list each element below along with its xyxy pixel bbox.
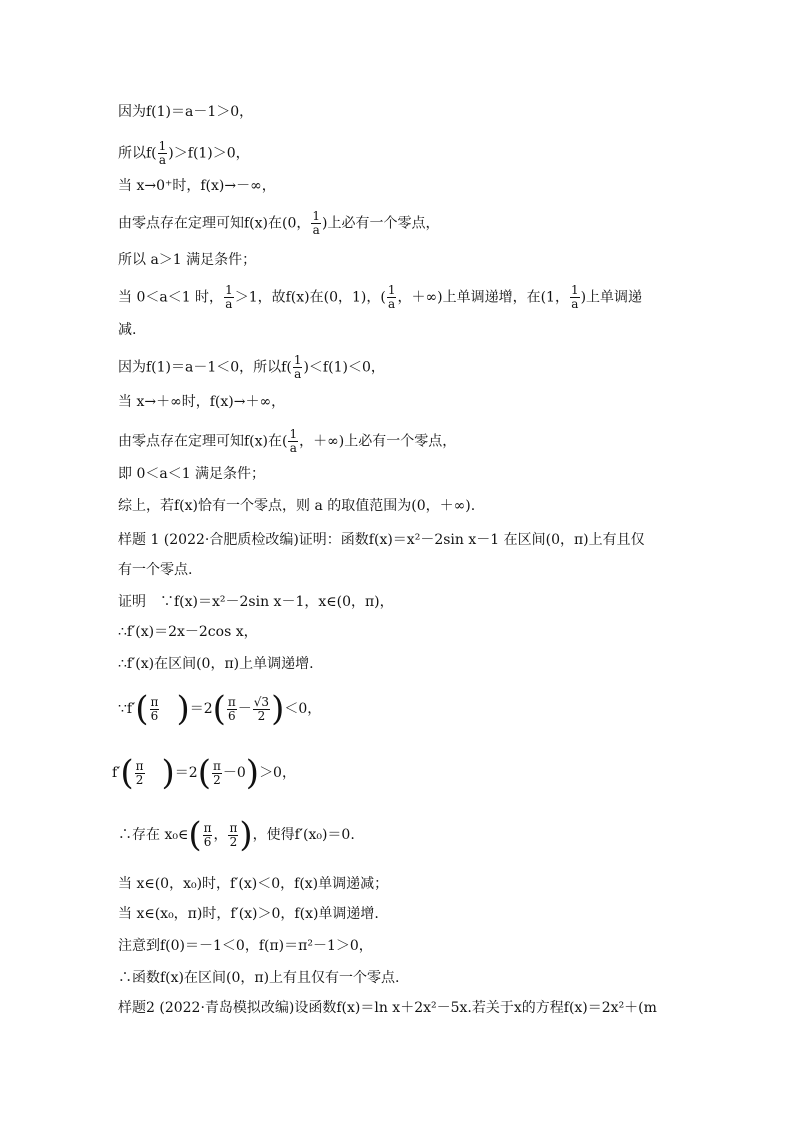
fraction-denominator: 2 bbox=[229, 834, 238, 849]
text-line bbox=[118, 392, 734, 412]
fraction-denominator: a bbox=[312, 223, 320, 237]
fraction-denominator: a bbox=[225, 297, 233, 311]
line-text: )＜f(1)＜0， bbox=[303, 359, 385, 376]
line-text: 证明 ∵f(x)＝x²－2sin x－1，x∈(0，π)， bbox=[118, 594, 394, 610]
text-line bbox=[118, 936, 734, 956]
left-paren: ( bbox=[197, 753, 211, 793]
fraction-numerator: 1 bbox=[293, 353, 302, 367]
text-line bbox=[118, 284, 734, 311]
text-line bbox=[118, 250, 734, 270]
left-paren: ( bbox=[188, 815, 202, 855]
line-text: f′ bbox=[112, 765, 121, 781]
line-text: 样题 1 (2022·合肥质检改编)证明：函数f(x)＝x²－2sin x－1 在区间(0，π)上有且仅 bbox=[118, 532, 645, 548]
line-text: ，使得f′(x₀)＝0. bbox=[252, 827, 355, 843]
fraction-numerator: 1 bbox=[158, 139, 167, 153]
fraction-denominator: a bbox=[289, 441, 297, 455]
fraction-numerator: 1 bbox=[289, 427, 298, 441]
fraction bbox=[135, 760, 145, 787]
line-text: 当 x∈(x₀，π)时，f′(x)＞0，f(x)单调递增. bbox=[118, 906, 379, 922]
line-text: 有一个零点. bbox=[118, 562, 193, 578]
text-line bbox=[118, 592, 734, 612]
text-line bbox=[118, 176, 734, 196]
line-text: 因为f(1)＝a－1＜0，所以f( bbox=[118, 359, 292, 376]
line-text: 综上，若f(x)恰有一个零点，则 a 的取值范围为(0，＋∞). bbox=[118, 498, 476, 514]
left-paren: ( bbox=[135, 689, 149, 729]
fraction-denominator: a bbox=[294, 367, 302, 381]
line-text: ，＋∞)上必有一个零点， bbox=[299, 433, 457, 450]
text-line bbox=[118, 210, 734, 237]
line-text: ∴f′(x)＝2x－2cos x， bbox=[118, 624, 258, 640]
fraction-numerator: 1 bbox=[225, 283, 233, 297]
fraction-numerator: √3 bbox=[253, 694, 270, 709]
fraction-denominator: 6 bbox=[203, 834, 212, 849]
text-line bbox=[118, 968, 734, 988]
line-text: 即 0＜a＜1 满足条件； bbox=[118, 466, 266, 482]
text-line bbox=[118, 622, 734, 642]
line-text: ＞1，故f(x)在(0，1)，( bbox=[234, 289, 386, 306]
fraction-denominator: 2 bbox=[257, 708, 266, 723]
right-paren: ) bbox=[271, 689, 285, 729]
formula-line bbox=[118, 689, 322, 729]
line-text: 当 x∈(0，x₀)时，f′(x)＜0，f(x)单调递减； bbox=[118, 876, 389, 892]
fraction bbox=[212, 760, 222, 787]
line-text: 当 x→0⁺时，f(x)→－∞， bbox=[118, 178, 276, 194]
formula-line bbox=[112, 753, 296, 793]
right-paren: ) bbox=[176, 689, 190, 729]
right-paren: ) bbox=[239, 815, 253, 855]
text-line bbox=[118, 530, 734, 550]
fraction-denominator: a bbox=[158, 153, 167, 167]
fraction bbox=[203, 822, 213, 849]
fraction bbox=[224, 284, 234, 311]
fraction-numerator: 1 bbox=[387, 283, 396, 297]
line-text: ∴f′(x)在区间(0，π)上单调递增. bbox=[118, 656, 314, 672]
line-text: )＞f(1)＞0， bbox=[168, 145, 250, 162]
line-text: 由零点存在定理可知f(x)在( bbox=[118, 433, 288, 450]
line-text: )上必有一个零点， bbox=[322, 215, 440, 232]
line-text: 所以f( bbox=[118, 145, 157, 162]
line-text: 样题2 (2022·青岛模拟改编)设函数f(x)＝ln x＋2x²－5x.若关于x的方程f(x)＝2x²＋(m bbox=[118, 1000, 657, 1016]
fraction-denominator: 6 bbox=[150, 708, 159, 723]
fraction-denominator: a bbox=[388, 297, 396, 311]
line-text: ＝2 bbox=[189, 701, 213, 717]
fraction bbox=[158, 140, 168, 167]
text-line bbox=[118, 428, 734, 455]
line-text: ＜0， bbox=[284, 701, 322, 717]
right-paren: ) bbox=[161, 753, 175, 793]
fraction-numerator: π bbox=[227, 694, 236, 709]
text-line bbox=[118, 654, 734, 674]
formula-line: ∴存在 x₀∈( $\frac{\pi}{6}$ ， $\frac{\pi}{2}$ )，使得f′(x₀)＝0. bbox=[118, 815, 355, 855]
fraction-numerator: π bbox=[203, 820, 212, 835]
fraction bbox=[293, 354, 303, 381]
line-text: 因为f(1)＝a－1＞0， bbox=[118, 104, 254, 120]
line-text: 注意到f(0)＝－1＜0，f(π)＝π²－1＞0， bbox=[118, 938, 373, 954]
fraction-denominator: 6 bbox=[228, 708, 236, 723]
line-text: ＝2 bbox=[174, 765, 198, 781]
fraction bbox=[288, 428, 298, 455]
text-line bbox=[118, 354, 734, 381]
line-text: ，＋∞)上单调递增，在(1， bbox=[397, 289, 569, 306]
text-line bbox=[118, 496, 734, 516]
text-line bbox=[118, 874, 734, 894]
fraction-numerator: π bbox=[229, 820, 238, 835]
text-line bbox=[118, 464, 734, 484]
fraction bbox=[570, 284, 580, 311]
fraction bbox=[311, 210, 321, 237]
fraction-denominator: 2 bbox=[213, 772, 221, 787]
right-paren: ) bbox=[245, 753, 260, 793]
fraction bbox=[228, 822, 238, 849]
fraction bbox=[227, 696, 237, 723]
left-paren: ( bbox=[120, 753, 134, 793]
left-paren: ( bbox=[212, 689, 226, 729]
line-text: 当 0＜a＜1 时， bbox=[118, 289, 224, 306]
fraction bbox=[387, 284, 397, 311]
fraction-numerator: π bbox=[212, 758, 221, 773]
text-line bbox=[118, 904, 734, 924]
line-text: ∵f′ bbox=[118, 701, 136, 717]
line-text: ＞0， bbox=[259, 765, 296, 781]
line-text: ∴存在 x₀∈ bbox=[118, 827, 189, 843]
text-line bbox=[118, 560, 734, 580]
fraction-numerator: π bbox=[150, 694, 159, 709]
fraction-numerator: π bbox=[135, 758, 144, 773]
line-text: － bbox=[237, 701, 252, 717]
fraction-denominator: 2 bbox=[135, 772, 144, 787]
line-text: 减. bbox=[118, 322, 137, 338]
text-line bbox=[118, 998, 734, 1018]
text-line bbox=[118, 140, 734, 167]
line-text: 所以 a＞1 满足条件； bbox=[118, 252, 257, 268]
fraction-numerator: 1 bbox=[312, 209, 321, 223]
fraction bbox=[253, 696, 270, 723]
text-line bbox=[118, 102, 734, 122]
line-text: 由零点存在定理可知f(x)在(0， bbox=[118, 215, 311, 232]
line-text: )上单调递 bbox=[580, 289, 643, 306]
text-line bbox=[118, 320, 734, 340]
fraction-numerator: 1 bbox=[570, 283, 579, 297]
fraction bbox=[150, 696, 160, 723]
line-text: －0 bbox=[222, 765, 246, 781]
line-text: 当 x→＋∞时，f(x)→＋∞， bbox=[118, 394, 286, 410]
fraction-denominator: a bbox=[571, 297, 579, 311]
line-text: ∴函数f(x)在区间(0，π)上有且仅有一个零点. bbox=[118, 970, 400, 986]
